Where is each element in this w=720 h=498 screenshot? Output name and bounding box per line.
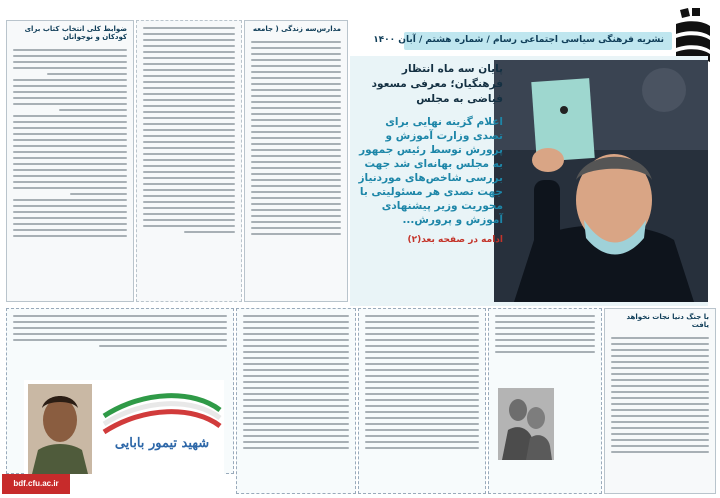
school-column-title: مدارس‌سه زندگی ( جامعه	[252, 25, 341, 33]
war-column	[604, 308, 716, 494]
war-column-title: با جنگ دنیا نجات نخواهد یافت	[626, 313, 709, 329]
issue-banner-text: نشریه فرهنگی سیاسی اجتماعی رسام / شماره هشتم / آبان ۱۴۰۰	[373, 35, 664, 45]
article-left-box	[236, 308, 356, 494]
feature-title: پایان سه ماه انتظار فرهنگیان؛ معرفی مسعود فیاضی به مجلس	[371, 63, 503, 105]
article-middle-text	[359, 309, 485, 455]
middle-column	[136, 20, 242, 302]
feature-headline	[355, 62, 503, 245]
martyr-name: شهید تیمور بابایی	[114, 436, 210, 451]
school-column-text	[245, 35, 347, 241]
minister-photo	[494, 60, 708, 302]
martyr-box-text	[7, 309, 233, 353]
middle-column-text	[137, 21, 241, 239]
war-column-text	[605, 331, 715, 459]
books-column-text	[7, 43, 133, 243]
school-column	[244, 20, 348, 302]
martyr-portrait	[24, 380, 224, 478]
war-photo	[498, 388, 554, 460]
article-right-text	[489, 309, 601, 359]
article-left-text	[237, 309, 355, 455]
feature-continue-link[interactable]: ادامه در صفحه بعد(۲)	[407, 235, 503, 245]
article-middle-box	[358, 308, 486, 494]
issue-banner	[373, 32, 672, 50]
feature-lead: اعلام گزینه نهایی برای تصدی وزارت آموزش و پرورش توسط رئیس جمهور به مجلس بهانه‌ای شد جهت بررسی شاخص‌های موردنیاز جهت تصدی هر مسئولیتی با محوریت وزیر پیشنهادی آموزش و پرورش...	[358, 116, 503, 226]
site-url-badge[interactable]: bdf.cfu.ac.ir	[2, 474, 70, 494]
books-column-title: ضوابط کلی انتخاب کتاب برای کودکان و نوجوانان	[24, 25, 127, 41]
books-column	[6, 20, 134, 302]
